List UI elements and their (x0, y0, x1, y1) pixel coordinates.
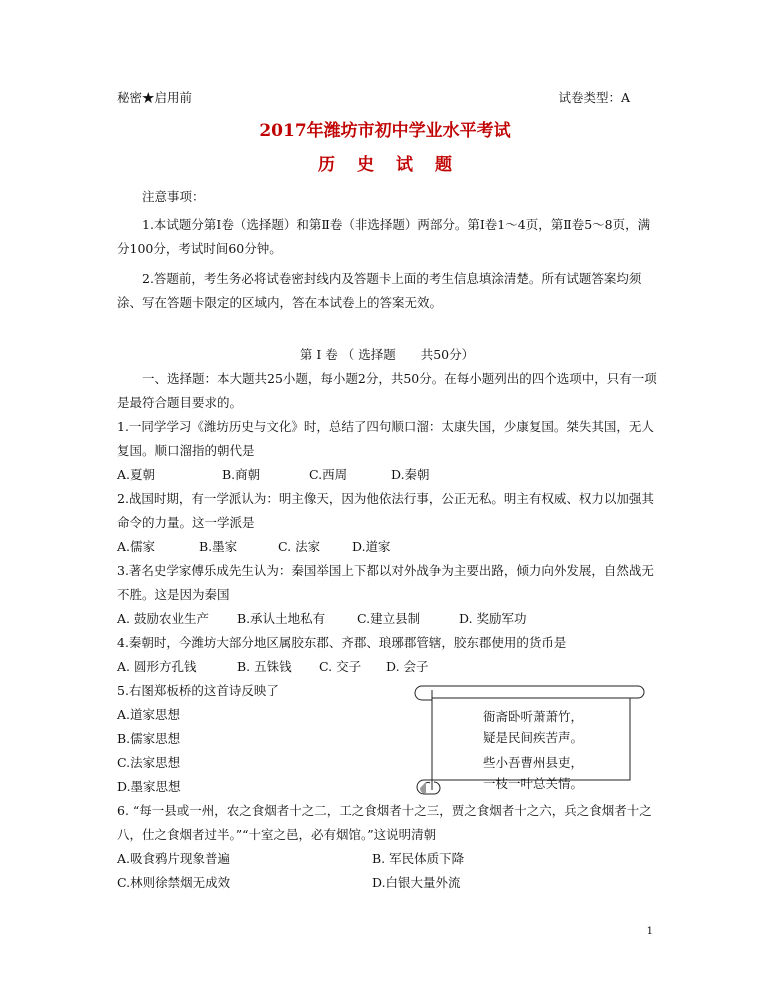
option: A.夏朝 (117, 467, 156, 482)
question-stem: 5.右图郑板桥的这首诗反映了 (117, 683, 279, 698)
option: C.建立县制 (357, 611, 421, 626)
poem-line: 一枝一叶总关情。 (483, 776, 584, 791)
poem-line: 些小吾曹州县吏， (483, 755, 584, 770)
option: A. 圆形方孔钱 (117, 659, 197, 674)
poem-line: 疑是民间疾苦声。 (483, 730, 584, 745)
notice-item-1: 1.本试题分第Ⅰ卷（选择题）和第Ⅱ卷（非选择题）两部分。第Ⅰ卷1～4页，第Ⅱ卷5～8页，满分100分，考试时间60分钟。 (117, 217, 651, 256)
question-options (117, 535, 657, 559)
paper-type-label: 试卷类型：A (558, 90, 630, 105)
option: D. 奖励军功 (459, 611, 527, 626)
option: C.法家思想 (117, 755, 181, 770)
notice-heading: 注意事项： (142, 189, 205, 204)
scroll-shade-icon (420, 782, 426, 794)
confidential-label: 秘密★启用前 (117, 90, 193, 105)
poem (483, 706, 583, 794)
option: A.吸食鸦片现象普遍 (117, 851, 231, 866)
option: A.儒家 (117, 539, 156, 554)
option: B.承认土地私有 (237, 611, 326, 626)
question-stem: 3.著名史学家傅乐成先生认为：秦国举国上下都以对外战争为主要出路，倾力向外发展，自然战无不胜。这是因为秦国 (117, 563, 654, 602)
question-stem: 6. “每一县或一州，农之食烟者十之二，工之食烟者十之三，贾之食烟者十之六，兵之食烟者十之八，仕之食烟者过半。”“十室之邑，必有烟馆。”这说明清朝 (117, 803, 652, 842)
option: B.商朝 (222, 467, 261, 482)
option: D.墨家思想 (117, 779, 181, 794)
question-stem: 2.战国时期，有一学派认为：明主像天，因为他依法行事，公正无私。明主有权威、权力以加强其命令的力量。这一学派是 (117, 491, 654, 530)
exam-title: 2017年潍坊市初中学业水平考试 (259, 121, 511, 141)
question-options (117, 607, 657, 631)
option: B. 五铢钱 (237, 659, 292, 674)
option: A.道家思想 (117, 707, 181, 722)
option: C.西周 (309, 467, 348, 482)
exam-subtitle: 历史试题 (318, 155, 474, 175)
question-stem: 4.秦朝时，今潍坊大部分地区属胶东郡、齐郡、琅琊郡管辖，胶东郡使用的货币是 (117, 635, 567, 650)
option: C. 法家 (278, 539, 321, 554)
question-options (117, 871, 657, 895)
option: D. 会子 (386, 659, 429, 674)
option: B.墨家 (199, 539, 238, 554)
option: D.白银大量外流 (372, 875, 461, 890)
notice-item-2: 2.答题前，考生务必将试卷密封线内及答题卡上面的考生信息填涂清楚。所有试题答案均须涂、写在答题卡限定的区域内，答在本试卷上的答案无效。 (117, 271, 642, 310)
option: D.道家 (352, 539, 391, 554)
option: C. 交子 (319, 659, 362, 674)
page-number: 1 (646, 926, 653, 937)
question-options (117, 655, 657, 679)
option: B.儒家思想 (117, 731, 181, 746)
poem-line: 衙斋卧听萧萧竹， (483, 709, 584, 724)
option: D.秦朝 (391, 467, 430, 482)
question-options (117, 463, 657, 487)
section-instructions: 一、选择题：本大题共25小题，每小题2分，共50分。在每小题列出的四个选项中，只有一项是最符合题目要求的。 (117, 371, 657, 410)
question-stem: 1.一同学学习《潍坊历史与文化》时，总结了四句顺口溜：太康失国，少康复国。桀失其国，无人复国。顺口溜指的朝代是 (117, 419, 654, 458)
section-title: 第 Ⅰ 卷 （ 选择题 共50分） (299, 347, 475, 362)
option: B. 军民体质下降 (372, 851, 465, 866)
option: A. 鼓励农业生产 (117, 611, 209, 626)
option: C.林则徐禁烟无成效 (117, 875, 231, 890)
question-options (117, 847, 657, 871)
